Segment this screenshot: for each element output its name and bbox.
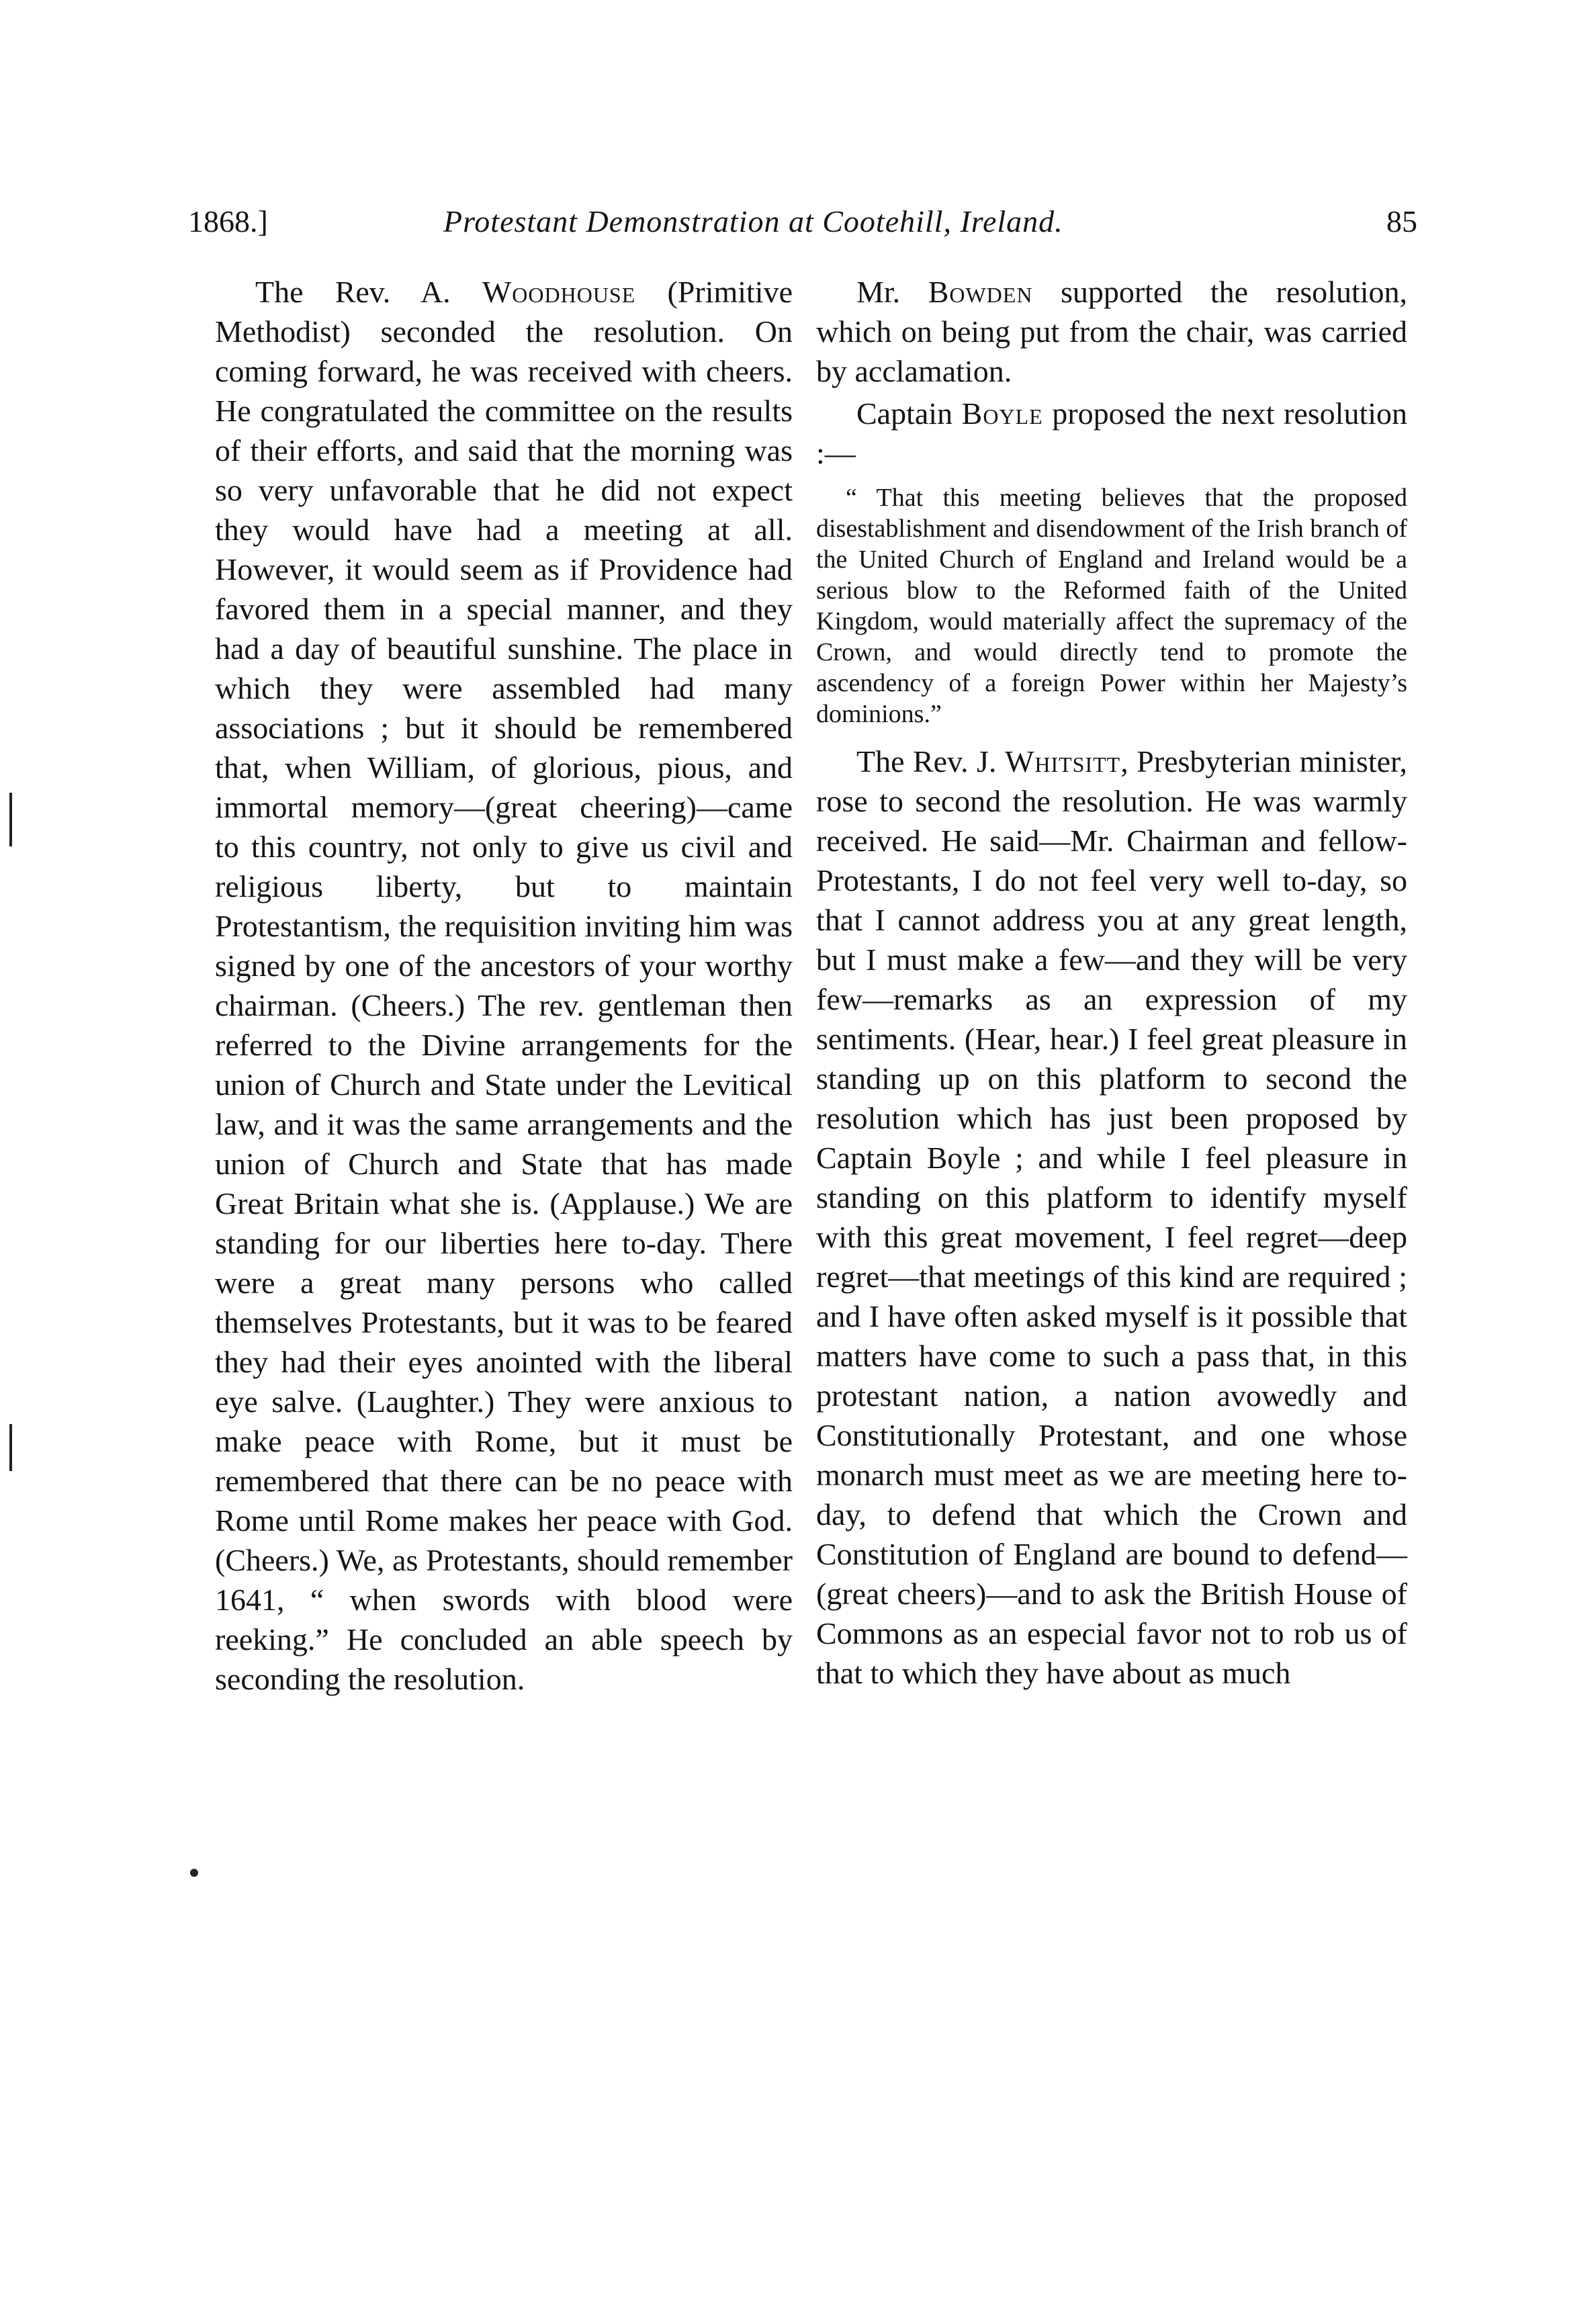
paragraph-text: supported the resolution, which on being put from the chair, was carried by acclamation. [816,275,1408,388]
paragraph-text: (Primitive Methodist) seconded the resolution. On coming forward, he was received with cheers. He congratulated the committee on the results of their efforts, and said that the morning was so very unfavorable that he did not expect they would have had a meeting at all. However, it would seem as if Providence had favored them in a special manner, and they had a day of beautiful sunshine. The place in which they were assembled had many associations ; but it should be remembered that, when William, of glorious, pious, and immortal memory—(great cheering)—came to this country, not only to give us civil and religious liberty, but to maintain Protestantism, the requisition inviting him was signed by one of the ancestors of your worthy chairman. (Cheers.) The rev. gentleman then referred to the Divine arrangements for the union of Church and State under the Levitical law, and it was the same arrangements and the union of Church and State that has made Great Britain what she is. (Applause.) We are standing for our liberties here to-day. There were a great many persons who called themselves Protestants, but it was to be feared they had their eyes anointed with the liberal eye salve. (Laughter.) They were anxious to make peace with Rome, but it must be remembered that there can be no peace with Rome until Rome makes her peace with God. (Cheers.) We, as Protestants, should remember 1641, “ when swords with blood were reeking.” He concluded an able speech by seconding the resolution. [215,275,793,1696]
paragraph-intro: Mr. [856,275,901,309]
paragraph-intro: The Rev. A. [255,275,451,309]
header-title: Protestant Demonstration at Cootehill, Ireland. [443,204,1063,238]
paragraph-whitsitt [816,742,1407,1693]
scan-margin-mark [9,793,12,846]
paragraph-bowden [816,272,1407,391]
speaker-name: Boyle [961,396,1043,431]
paragraph-woodhouse [215,272,793,1699]
header-year: 1868.] [188,204,268,238]
running-header [188,195,1417,249]
scan-dot-mark [190,1869,198,1877]
paragraph-intro: The Rev. J. [856,744,997,779]
paragraph-text: , Presbyterian minister, rose to second the resolution. He was warmly received. He said—Mr. Chairman and fellow-Protestants, I do not feel very well to-day, so that I cannot address you at any great length, but I must make a few—and they will be very few—remarks as an expression of my sentiments. (Hear, hear.) I feel great pleasure in standing up on this platform to second the resolution which has just been proposed by Captain Boyle ; and while I feel pleasure in standing on this platform to identify myself with this great movement, I feel regret—deep regret—that meetings of this kind are required ; and I have often asked myself is it possible that matters have come to such a pass that, in this protestant nation, a nation avowedly and Constitutionally Protestant, and one whose monarch must meet as we are meeting here to-day, to defend that which the Crown and Constitution of England are bound to defend—(great cheers)—and to ask the British House of Commons as an especial favor not to rob us of that to which they have about as much [816,744,1407,1690]
paragraph-text: proposed the next resolution :— [816,396,1408,470]
speaker-name: Woodhouse [482,275,636,309]
speaker-name: Whitsitt [1004,744,1121,779]
paragraph-intro: Captain [856,396,953,431]
speaker-name: Bowden [928,275,1033,309]
scan-margin-mark [9,1424,12,1471]
right-column [816,272,1407,1693]
page-number: 85 [1386,204,1417,238]
paragraph-boyle [816,394,1407,473]
left-column [215,272,793,1699]
resolution-quote: “ That this meeting believes that the proposed disestablishment and disendowment of the Irish branch of the United Church of England and Ireland would be a serious blow to the Reformed faith of the United Kingdom, would materially affect the supremacy of the Crown, and would directly tend to promote the ascendency of a foreign Power within her Majesty’s dominions.” [816,484,1407,728]
